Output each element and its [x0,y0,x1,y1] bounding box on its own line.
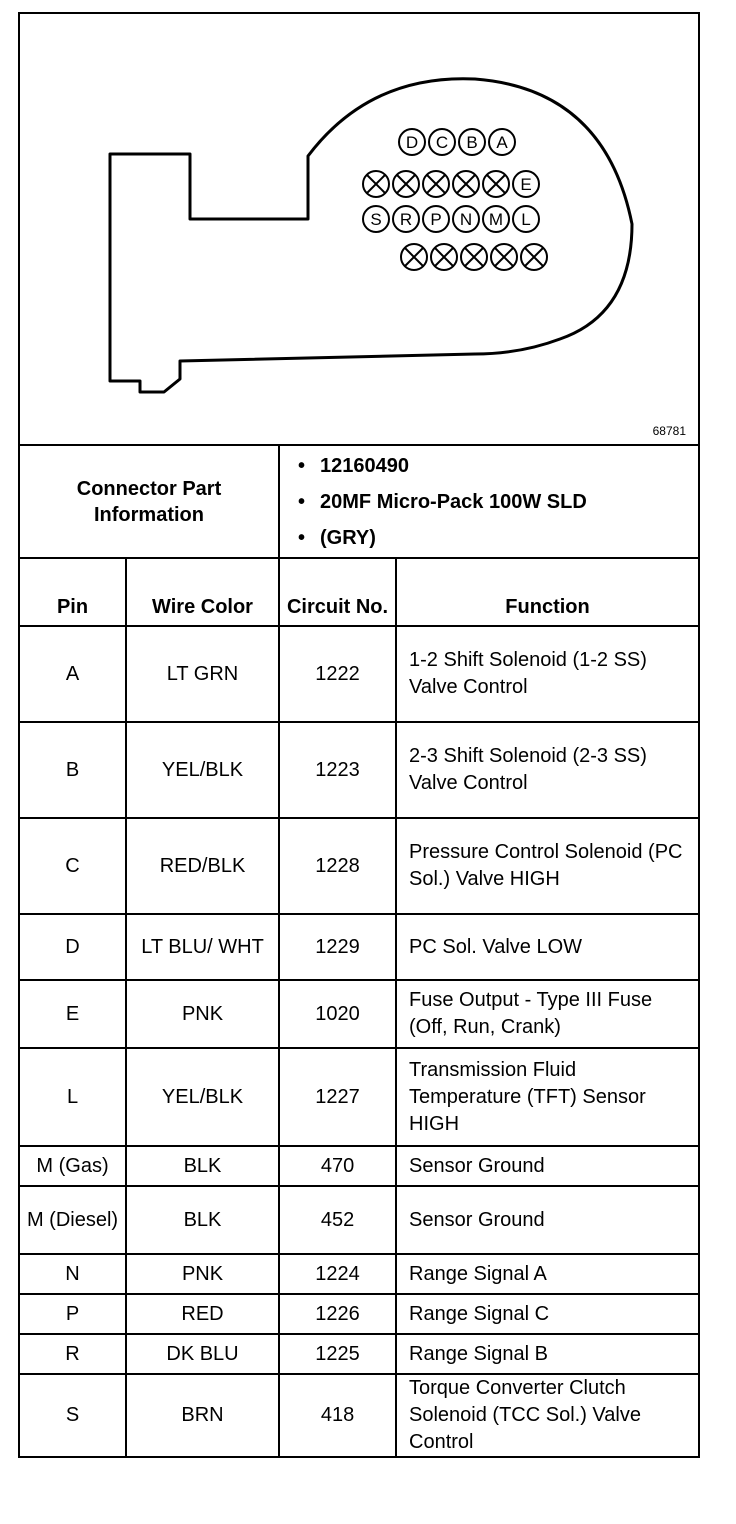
wire-color-cell: PNK [126,1254,279,1294]
function-cell: Range Signal B [396,1334,699,1374]
part-info-label: Connector Part Information [19,445,279,558]
pin-cell: M (Gas) [19,1146,126,1186]
wire-color-cell: BLK [126,1186,279,1254]
wire-color-cell: LT GRN [126,626,279,722]
pin-cell: N [19,1254,126,1294]
circuit-cell: 1227 [279,1048,396,1146]
part-info-item: • 12160490 [320,448,692,484]
function-cell: Range Signal A [396,1254,699,1294]
function-cell: Sensor Ground [396,1146,699,1186]
pin-cell: M (Diesel) [19,1186,126,1254]
pin-label: C [435,133,449,152]
header-row [19,558,699,626]
connector-outline [110,79,632,392]
function-cell: Sensor Ground [396,1186,699,1254]
wire-color-cell: YEL/BLK [126,1048,279,1146]
wire-color-cell: RED [126,1294,279,1334]
pinout-row [19,980,699,1048]
pinout-row [19,1186,699,1254]
header-pin: Pin [19,558,126,626]
pinout-row [19,1048,699,1146]
wire-color-cell: PNK [126,980,279,1048]
pin-label: A [496,133,508,152]
function-cell: Range Signal C [396,1294,699,1334]
part-info-item: • 20MF Micro-Pack 100W SLD [320,484,692,520]
circuit-cell: 1226 [279,1294,396,1334]
part-info-row [19,445,699,558]
part-info-list [286,448,692,556]
circuit-cell: 1228 [279,818,396,914]
header-function: Function [396,558,699,626]
header-wire-color: Wire Color [126,558,279,626]
pinout-row [19,914,699,980]
circuit-cell: 1225 [279,1334,396,1374]
pinout-row [19,1254,699,1294]
part-info-cell [279,445,699,558]
wire-color-cell: LT BLU/ WHT [126,914,279,980]
pinout-row [19,722,699,818]
pin-cell: D [19,914,126,980]
pin-cell: L [19,1048,126,1146]
wire-color-cell: YEL/BLK [126,722,279,818]
pin-label: N [459,210,473,229]
pin-label: S [370,210,382,229]
circuit-cell: 1229 [279,914,396,980]
pinout-row [19,818,699,914]
part-info-item: • (GRY) [320,520,692,556]
circuit-cell: 452 [279,1186,396,1254]
pin-label: D [405,133,419,152]
pin-label: B [466,133,478,152]
pin-cell: P [19,1294,126,1334]
function-cell: Transmission Fluid Temperature (TFT) Sensor HIGH [396,1048,699,1146]
wire-color-cell: BLK [126,1146,279,1186]
connector-outline-svg [20,14,698,446]
pinout-row [19,1294,699,1334]
pin-cell: A [19,626,126,722]
circuit-cell: 1020 [279,980,396,1048]
wire-color-cell: BRN [126,1374,279,1457]
pin-cell: B [19,722,126,818]
circuit-cell: 418 [279,1374,396,1457]
circuit-cell: 1223 [279,722,396,818]
circuit-cell: 470 [279,1146,396,1186]
pin-cell: E [19,980,126,1048]
connector-sheet [18,12,698,1474]
pin-label: L [521,210,531,229]
pinout-row [19,1374,699,1457]
function-cell: Torque Converter Clutch Solenoid (TCC Sol.) Valve Control [396,1374,699,1457]
pin-cell: S [19,1374,126,1457]
function-cell: Pressure Control Solenoid (PC Sol.) Valve HIGH [396,818,699,914]
function-cell: Fuse Output - Type III Fuse (Off, Run, Crank) [396,980,699,1048]
circuit-cell: 1222 [279,626,396,722]
pin-label: R [399,210,413,229]
pinout-row [19,626,699,722]
connector-pins [363,129,547,270]
circuit-cell: 1224 [279,1254,396,1294]
pin-cell: R [19,1334,126,1374]
function-cell: PC Sol. Valve LOW [396,914,699,980]
figure-number: 68781 [652,424,686,438]
pin-label: M [488,210,504,229]
function-cell: 1-2 Shift Solenoid (1-2 SS) Valve Control [396,626,699,722]
pinout-table [18,444,700,1458]
pinout-row [19,1334,699,1374]
wire-color-cell: RED/BLK [126,818,279,914]
pin-label: E [520,175,532,194]
header-circuit-no: Circuit No. [279,558,396,626]
connector-diagram [18,12,700,446]
function-cell: 2-3 Shift Solenoid (2-3 SS) Valve Control [396,722,699,818]
pinout-row [19,1146,699,1186]
pin-cell: C [19,818,126,914]
pinout-rows [19,626,699,1457]
pin-label: P [430,210,442,229]
wire-color-cell: DK BLU [126,1334,279,1374]
